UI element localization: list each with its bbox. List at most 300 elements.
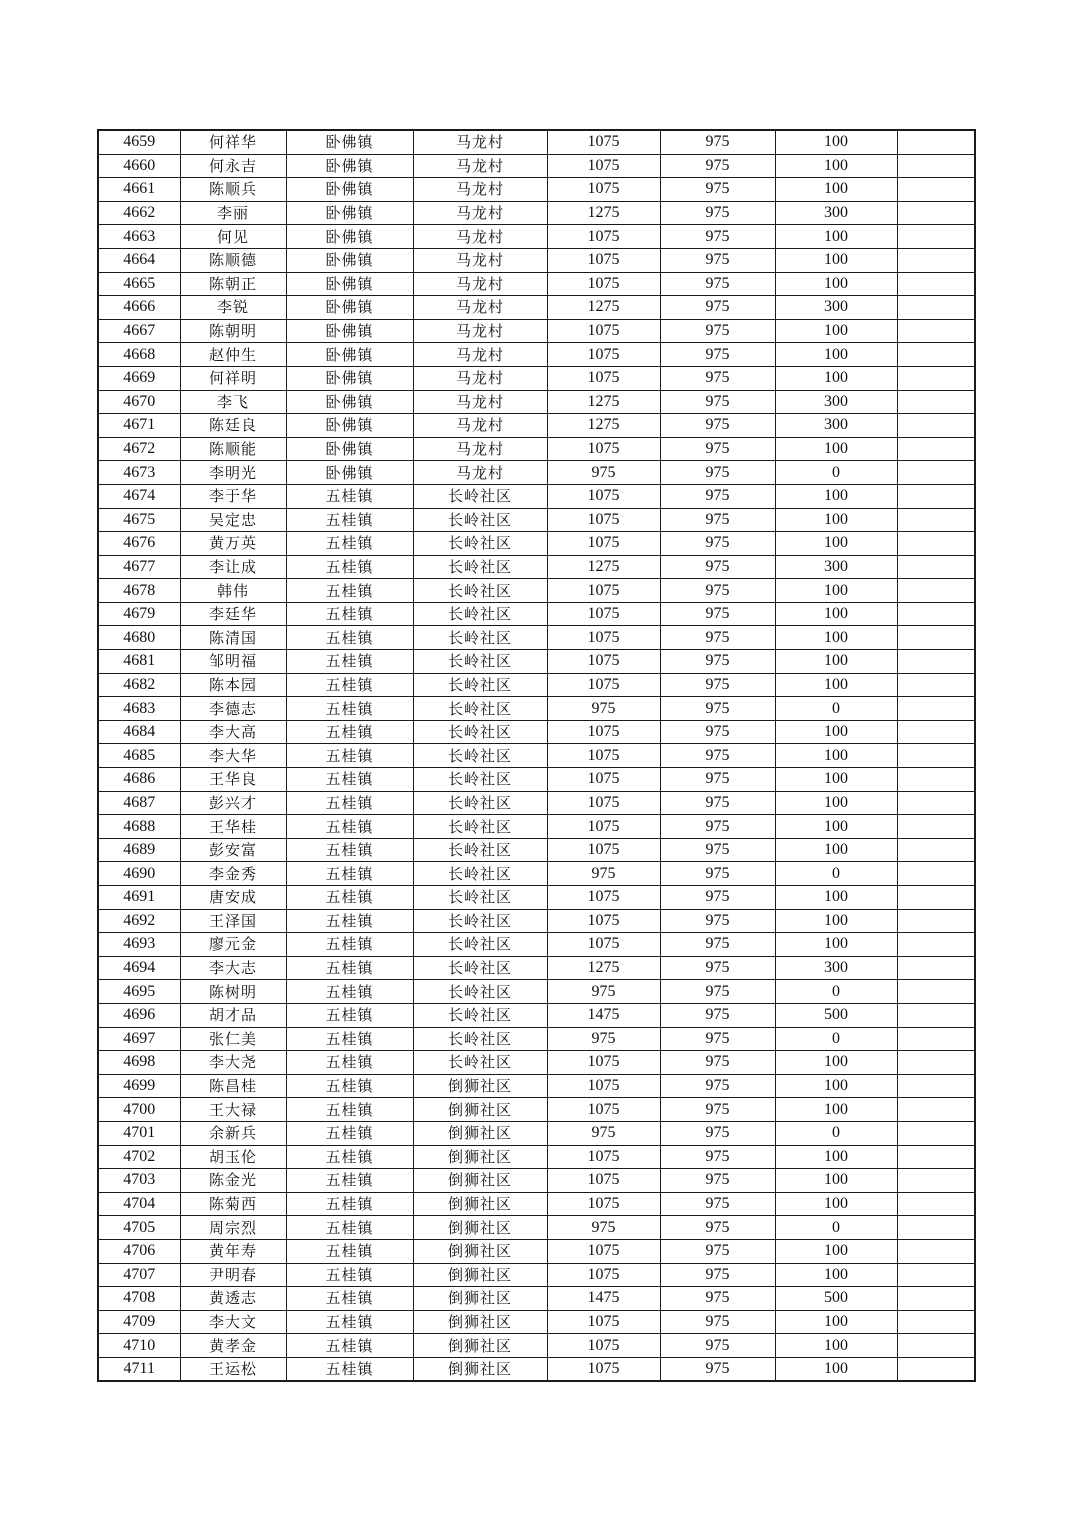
difference-cell: 100 bbox=[775, 650, 897, 674]
village-cell: 马龙村 bbox=[413, 154, 547, 178]
table-row bbox=[98, 980, 975, 1004]
table-row bbox=[98, 532, 975, 556]
table-row bbox=[98, 1169, 975, 1193]
base-cell: 975 bbox=[660, 272, 775, 296]
base-cell: 975 bbox=[660, 1145, 775, 1169]
name-cell: 李丽 bbox=[180, 201, 286, 225]
row-number-cell: 4687 bbox=[98, 791, 180, 815]
difference-cell: 300 bbox=[775, 201, 897, 225]
difference-cell: 300 bbox=[775, 296, 897, 320]
base-cell: 975 bbox=[660, 154, 775, 178]
name-cell: 余新兵 bbox=[180, 1121, 286, 1145]
difference-cell: 100 bbox=[775, 1098, 897, 1122]
row-number-cell: 4692 bbox=[98, 909, 180, 933]
table-row bbox=[98, 626, 975, 650]
row-number-cell: 4678 bbox=[98, 579, 180, 603]
village-cell: 长岭社区 bbox=[413, 555, 547, 579]
village-cell: 长岭社区 bbox=[413, 579, 547, 603]
remark-cell bbox=[897, 390, 975, 414]
village-cell: 马龙村 bbox=[413, 414, 547, 438]
difference-cell: 100 bbox=[775, 791, 897, 815]
amount-cell: 1275 bbox=[547, 555, 660, 579]
amount-cell: 1075 bbox=[547, 1357, 660, 1381]
name-cell: 陈昌桂 bbox=[180, 1074, 286, 1098]
name-cell: 李大高 bbox=[180, 720, 286, 744]
row-number-cell: 4695 bbox=[98, 980, 180, 1004]
name-cell: 周宗烈 bbox=[180, 1216, 286, 1240]
difference-cell: 100 bbox=[775, 1192, 897, 1216]
amount-cell: 1075 bbox=[547, 1098, 660, 1122]
amount-cell: 1075 bbox=[547, 815, 660, 839]
village-cell: 长岭社区 bbox=[413, 650, 547, 674]
remark-cell bbox=[897, 1239, 975, 1263]
row-number-cell: 4696 bbox=[98, 1003, 180, 1027]
base-cell: 975 bbox=[660, 602, 775, 626]
amount-cell: 1075 bbox=[547, 791, 660, 815]
amount-cell: 1075 bbox=[547, 602, 660, 626]
remark-cell bbox=[897, 130, 975, 154]
base-cell: 975 bbox=[660, 366, 775, 390]
village-cell: 马龙村 bbox=[413, 248, 547, 272]
name-cell: 王华良 bbox=[180, 768, 286, 792]
table-row bbox=[98, 1239, 975, 1263]
amount-cell: 1275 bbox=[547, 201, 660, 225]
table-row bbox=[98, 1145, 975, 1169]
town-cell: 五桂镇 bbox=[286, 673, 413, 697]
table-row bbox=[98, 744, 975, 768]
town-cell: 卧佛镇 bbox=[286, 178, 413, 202]
difference-cell: 100 bbox=[775, 178, 897, 202]
town-cell: 五桂镇 bbox=[286, 1098, 413, 1122]
base-cell: 975 bbox=[660, 650, 775, 674]
name-cell: 陈清国 bbox=[180, 626, 286, 650]
name-cell: 李明光 bbox=[180, 461, 286, 485]
amount-cell: 1075 bbox=[547, 1334, 660, 1358]
town-cell: 五桂镇 bbox=[286, 1334, 413, 1358]
table-row bbox=[98, 673, 975, 697]
row-number-cell: 4667 bbox=[98, 319, 180, 343]
town-cell: 卧佛镇 bbox=[286, 201, 413, 225]
name-cell: 张仁美 bbox=[180, 1027, 286, 1051]
name-cell: 彭安富 bbox=[180, 838, 286, 862]
base-cell: 975 bbox=[660, 720, 775, 744]
row-number-cell: 4660 bbox=[98, 154, 180, 178]
difference-cell: 0 bbox=[775, 980, 897, 1004]
town-cell: 五桂镇 bbox=[286, 1003, 413, 1027]
table-row bbox=[98, 886, 975, 910]
village-cell: 倒狮社区 bbox=[413, 1334, 547, 1358]
remark-cell bbox=[897, 1192, 975, 1216]
town-cell: 五桂镇 bbox=[286, 508, 413, 532]
village-cell: 倒狮社区 bbox=[413, 1192, 547, 1216]
amount-cell: 1075 bbox=[547, 768, 660, 792]
table-row bbox=[98, 225, 975, 249]
amount-cell: 1075 bbox=[547, 1169, 660, 1193]
base-cell: 975 bbox=[660, 579, 775, 603]
village-cell: 长岭社区 bbox=[413, 508, 547, 532]
village-cell: 马龙村 bbox=[413, 130, 547, 154]
town-cell: 卧佛镇 bbox=[286, 461, 413, 485]
amount-cell: 1075 bbox=[547, 933, 660, 957]
village-cell: 马龙村 bbox=[413, 225, 547, 249]
amount-cell: 1075 bbox=[547, 673, 660, 697]
town-cell: 卧佛镇 bbox=[286, 296, 413, 320]
base-cell: 975 bbox=[660, 673, 775, 697]
town-cell: 五桂镇 bbox=[286, 697, 413, 721]
base-cell: 975 bbox=[660, 862, 775, 886]
table-row bbox=[98, 1334, 975, 1358]
table-row bbox=[98, 650, 975, 674]
difference-cell: 100 bbox=[775, 437, 897, 461]
town-cell: 五桂镇 bbox=[286, 933, 413, 957]
amount-cell: 975 bbox=[547, 697, 660, 721]
table-row bbox=[98, 791, 975, 815]
difference-cell: 100 bbox=[775, 154, 897, 178]
remark-cell bbox=[897, 768, 975, 792]
village-cell: 马龙村 bbox=[413, 319, 547, 343]
row-number-cell: 4704 bbox=[98, 1192, 180, 1216]
amount-cell: 1475 bbox=[547, 1003, 660, 1027]
remark-cell bbox=[897, 154, 975, 178]
village-cell: 长岭社区 bbox=[413, 697, 547, 721]
remark-cell bbox=[897, 791, 975, 815]
remark-cell bbox=[897, 909, 975, 933]
village-cell: 倒狮社区 bbox=[413, 1169, 547, 1193]
base-cell: 975 bbox=[660, 697, 775, 721]
name-cell: 胡才品 bbox=[180, 1003, 286, 1027]
row-number-cell: 4674 bbox=[98, 484, 180, 508]
base-cell: 975 bbox=[660, 390, 775, 414]
village-cell: 长岭社区 bbox=[413, 602, 547, 626]
name-cell: 陈金光 bbox=[180, 1169, 286, 1193]
town-cell: 五桂镇 bbox=[286, 1310, 413, 1334]
town-cell: 五桂镇 bbox=[286, 1192, 413, 1216]
amount-cell: 1075 bbox=[547, 909, 660, 933]
difference-cell: 100 bbox=[775, 272, 897, 296]
base-cell: 975 bbox=[660, 1216, 775, 1240]
difference-cell: 500 bbox=[775, 1003, 897, 1027]
name-cell: 黄年寿 bbox=[180, 1239, 286, 1263]
town-cell: 五桂镇 bbox=[286, 579, 413, 603]
row-number-cell: 4693 bbox=[98, 933, 180, 957]
base-cell: 975 bbox=[660, 1003, 775, 1027]
town-cell: 卧佛镇 bbox=[286, 154, 413, 178]
amount-cell: 1275 bbox=[547, 414, 660, 438]
base-cell: 975 bbox=[660, 484, 775, 508]
town-cell: 五桂镇 bbox=[286, 886, 413, 910]
amount-cell: 975 bbox=[547, 1027, 660, 1051]
row-number-cell: 4703 bbox=[98, 1169, 180, 1193]
table-row bbox=[98, 933, 975, 957]
difference-cell: 300 bbox=[775, 414, 897, 438]
table-row bbox=[98, 909, 975, 933]
town-cell: 卧佛镇 bbox=[286, 390, 413, 414]
town-cell: 卧佛镇 bbox=[286, 437, 413, 461]
name-cell: 李大华 bbox=[180, 744, 286, 768]
amount-cell: 1475 bbox=[547, 1287, 660, 1311]
name-cell: 唐安成 bbox=[180, 886, 286, 910]
remark-cell bbox=[897, 366, 975, 390]
amount-cell: 1075 bbox=[547, 343, 660, 367]
base-cell: 975 bbox=[660, 343, 775, 367]
town-cell: 五桂镇 bbox=[286, 1357, 413, 1381]
base-cell: 975 bbox=[660, 296, 775, 320]
base-cell: 975 bbox=[660, 1192, 775, 1216]
base-cell: 975 bbox=[660, 178, 775, 202]
village-cell: 长岭社区 bbox=[413, 720, 547, 744]
town-cell: 卧佛镇 bbox=[286, 414, 413, 438]
base-cell: 975 bbox=[660, 555, 775, 579]
name-cell: 黄万英 bbox=[180, 532, 286, 556]
table-row bbox=[98, 508, 975, 532]
village-cell: 长岭社区 bbox=[413, 956, 547, 980]
base-cell: 975 bbox=[660, 815, 775, 839]
village-cell: 长岭社区 bbox=[413, 532, 547, 556]
village-cell: 马龙村 bbox=[413, 461, 547, 485]
row-number-cell: 4710 bbox=[98, 1334, 180, 1358]
table-row bbox=[98, 130, 975, 154]
base-cell: 975 bbox=[660, 130, 775, 154]
amount-cell: 1075 bbox=[547, 1310, 660, 1334]
name-cell: 邹明福 bbox=[180, 650, 286, 674]
base-cell: 975 bbox=[660, 909, 775, 933]
base-cell: 975 bbox=[660, 508, 775, 532]
amount-cell: 975 bbox=[547, 461, 660, 485]
town-cell: 五桂镇 bbox=[286, 1239, 413, 1263]
difference-cell: 0 bbox=[775, 1027, 897, 1051]
base-cell: 975 bbox=[660, 744, 775, 768]
table-row bbox=[98, 697, 975, 721]
row-number-cell: 4668 bbox=[98, 343, 180, 367]
table-row bbox=[98, 956, 975, 980]
remark-cell bbox=[897, 1027, 975, 1051]
difference-cell: 100 bbox=[775, 508, 897, 532]
amount-cell: 1075 bbox=[547, 366, 660, 390]
village-cell: 倒狮社区 bbox=[413, 1263, 547, 1287]
amount-cell: 1075 bbox=[547, 484, 660, 508]
amount-cell: 1075 bbox=[547, 838, 660, 862]
name-cell: 何永吉 bbox=[180, 154, 286, 178]
remark-cell bbox=[897, 178, 975, 202]
row-number-cell: 4680 bbox=[98, 626, 180, 650]
table-row bbox=[98, 461, 975, 485]
row-number-cell: 4670 bbox=[98, 390, 180, 414]
row-number-cell: 4676 bbox=[98, 532, 180, 556]
village-cell: 长岭社区 bbox=[413, 1003, 547, 1027]
village-cell: 长岭社区 bbox=[413, 886, 547, 910]
difference-cell: 500 bbox=[775, 1287, 897, 1311]
amount-cell: 1075 bbox=[547, 650, 660, 674]
village-cell: 长岭社区 bbox=[413, 862, 547, 886]
town-cell: 五桂镇 bbox=[286, 1169, 413, 1193]
remark-cell bbox=[897, 838, 975, 862]
table-row bbox=[98, 862, 975, 886]
row-number-cell: 4691 bbox=[98, 886, 180, 910]
table-row bbox=[98, 768, 975, 792]
remark-cell bbox=[897, 1287, 975, 1311]
data-table bbox=[97, 129, 976, 1382]
difference-cell: 0 bbox=[775, 697, 897, 721]
table-row bbox=[98, 272, 975, 296]
village-cell: 长岭社区 bbox=[413, 838, 547, 862]
amount-cell: 1075 bbox=[547, 1074, 660, 1098]
remark-cell bbox=[897, 933, 975, 957]
base-cell: 975 bbox=[660, 1027, 775, 1051]
name-cell: 何祥明 bbox=[180, 366, 286, 390]
table-row bbox=[98, 390, 975, 414]
amount-cell: 1075 bbox=[547, 508, 660, 532]
difference-cell: 300 bbox=[775, 390, 897, 414]
village-cell: 长岭社区 bbox=[413, 1027, 547, 1051]
village-cell: 倒狮社区 bbox=[413, 1239, 547, 1263]
difference-cell: 100 bbox=[775, 720, 897, 744]
town-cell: 五桂镇 bbox=[286, 1263, 413, 1287]
name-cell: 陈朝正 bbox=[180, 272, 286, 296]
town-cell: 五桂镇 bbox=[286, 626, 413, 650]
row-number-cell: 4661 bbox=[98, 178, 180, 202]
difference-cell: 100 bbox=[775, 838, 897, 862]
name-cell: 李让成 bbox=[180, 555, 286, 579]
difference-cell: 300 bbox=[775, 555, 897, 579]
row-number-cell: 4708 bbox=[98, 1287, 180, 1311]
row-number-cell: 4677 bbox=[98, 555, 180, 579]
difference-cell: 100 bbox=[775, 484, 897, 508]
row-number-cell: 4682 bbox=[98, 673, 180, 697]
base-cell: 975 bbox=[660, 1051, 775, 1075]
difference-cell: 100 bbox=[775, 602, 897, 626]
remark-cell bbox=[897, 1121, 975, 1145]
name-cell: 陈顺能 bbox=[180, 437, 286, 461]
name-cell: 何见 bbox=[180, 225, 286, 249]
table-row bbox=[98, 178, 975, 202]
row-number-cell: 4684 bbox=[98, 720, 180, 744]
table-row bbox=[98, 1310, 975, 1334]
table-row bbox=[98, 1003, 975, 1027]
base-cell: 975 bbox=[660, 933, 775, 957]
difference-cell: 100 bbox=[775, 1239, 897, 1263]
base-cell: 975 bbox=[660, 1310, 775, 1334]
name-cell: 李廷华 bbox=[180, 602, 286, 626]
amount-cell: 1075 bbox=[547, 744, 660, 768]
amount-cell: 1075 bbox=[547, 1051, 660, 1075]
village-cell: 马龙村 bbox=[413, 296, 547, 320]
table-row bbox=[98, 366, 975, 390]
remark-cell bbox=[897, 862, 975, 886]
remark-cell bbox=[897, 414, 975, 438]
amount-cell: 1275 bbox=[547, 296, 660, 320]
table-row bbox=[98, 602, 975, 626]
village-cell: 长岭社区 bbox=[413, 933, 547, 957]
table-row bbox=[98, 1216, 975, 1240]
town-cell: 五桂镇 bbox=[286, 1216, 413, 1240]
row-number-cell: 4669 bbox=[98, 366, 180, 390]
difference-cell: 100 bbox=[775, 626, 897, 650]
remark-cell bbox=[897, 579, 975, 603]
village-cell: 长岭社区 bbox=[413, 909, 547, 933]
town-cell: 卧佛镇 bbox=[286, 248, 413, 272]
village-cell: 倒狮社区 bbox=[413, 1216, 547, 1240]
remark-cell bbox=[897, 1263, 975, 1287]
difference-cell: 100 bbox=[775, 1051, 897, 1075]
town-cell: 五桂镇 bbox=[286, 1027, 413, 1051]
row-number-cell: 4666 bbox=[98, 296, 180, 320]
table-row bbox=[98, 248, 975, 272]
town-cell: 五桂镇 bbox=[286, 980, 413, 1004]
town-cell: 五桂镇 bbox=[286, 1051, 413, 1075]
town-cell: 五桂镇 bbox=[286, 1074, 413, 1098]
remark-cell bbox=[897, 626, 975, 650]
town-cell: 卧佛镇 bbox=[286, 272, 413, 296]
table-row bbox=[98, 1121, 975, 1145]
town-cell: 五桂镇 bbox=[286, 720, 413, 744]
town-cell: 五桂镇 bbox=[286, 815, 413, 839]
village-cell: 倒狮社区 bbox=[413, 1074, 547, 1098]
remark-cell bbox=[897, 201, 975, 225]
difference-cell: 100 bbox=[775, 1357, 897, 1381]
difference-cell: 100 bbox=[775, 815, 897, 839]
difference-cell: 0 bbox=[775, 1216, 897, 1240]
base-cell: 975 bbox=[660, 1287, 775, 1311]
difference-cell: 300 bbox=[775, 956, 897, 980]
village-cell: 长岭社区 bbox=[413, 815, 547, 839]
town-cell: 卧佛镇 bbox=[286, 130, 413, 154]
row-number-cell: 4681 bbox=[98, 650, 180, 674]
difference-cell: 100 bbox=[775, 933, 897, 957]
village-cell: 倒狮社区 bbox=[413, 1310, 547, 1334]
row-number-cell: 4694 bbox=[98, 956, 180, 980]
amount-cell: 1075 bbox=[547, 319, 660, 343]
amount-cell: 1075 bbox=[547, 720, 660, 744]
town-cell: 五桂镇 bbox=[286, 1145, 413, 1169]
town-cell: 五桂镇 bbox=[286, 909, 413, 933]
base-cell: 975 bbox=[660, 1239, 775, 1263]
table-row bbox=[98, 343, 975, 367]
town-cell: 卧佛镇 bbox=[286, 343, 413, 367]
base-cell: 975 bbox=[660, 225, 775, 249]
village-cell: 马龙村 bbox=[413, 201, 547, 225]
table-row bbox=[98, 1357, 975, 1381]
difference-cell: 100 bbox=[775, 768, 897, 792]
remark-cell bbox=[897, 980, 975, 1004]
village-cell: 长岭社区 bbox=[413, 768, 547, 792]
name-cell: 赵仲生 bbox=[180, 343, 286, 367]
name-cell: 陈廷良 bbox=[180, 414, 286, 438]
row-number-cell: 4659 bbox=[98, 130, 180, 154]
base-cell: 975 bbox=[660, 1169, 775, 1193]
table-row bbox=[98, 1074, 975, 1098]
name-cell: 黄透志 bbox=[180, 1287, 286, 1311]
remark-cell bbox=[897, 673, 975, 697]
village-cell: 长岭社区 bbox=[413, 626, 547, 650]
name-cell: 韩伟 bbox=[180, 579, 286, 603]
town-cell: 五桂镇 bbox=[286, 956, 413, 980]
village-cell: 马龙村 bbox=[413, 390, 547, 414]
town-cell: 五桂镇 bbox=[286, 791, 413, 815]
table-row bbox=[98, 579, 975, 603]
table-row bbox=[98, 484, 975, 508]
table-row bbox=[98, 815, 975, 839]
row-number-cell: 4699 bbox=[98, 1074, 180, 1098]
town-cell: 五桂镇 bbox=[286, 650, 413, 674]
amount-cell: 1275 bbox=[547, 390, 660, 414]
name-cell: 陈本园 bbox=[180, 673, 286, 697]
difference-cell: 100 bbox=[775, 366, 897, 390]
base-cell: 975 bbox=[660, 838, 775, 862]
difference-cell: 100 bbox=[775, 130, 897, 154]
amount-cell: 1075 bbox=[547, 1192, 660, 1216]
row-number-cell: 4701 bbox=[98, 1121, 180, 1145]
amount-cell: 1075 bbox=[547, 532, 660, 556]
